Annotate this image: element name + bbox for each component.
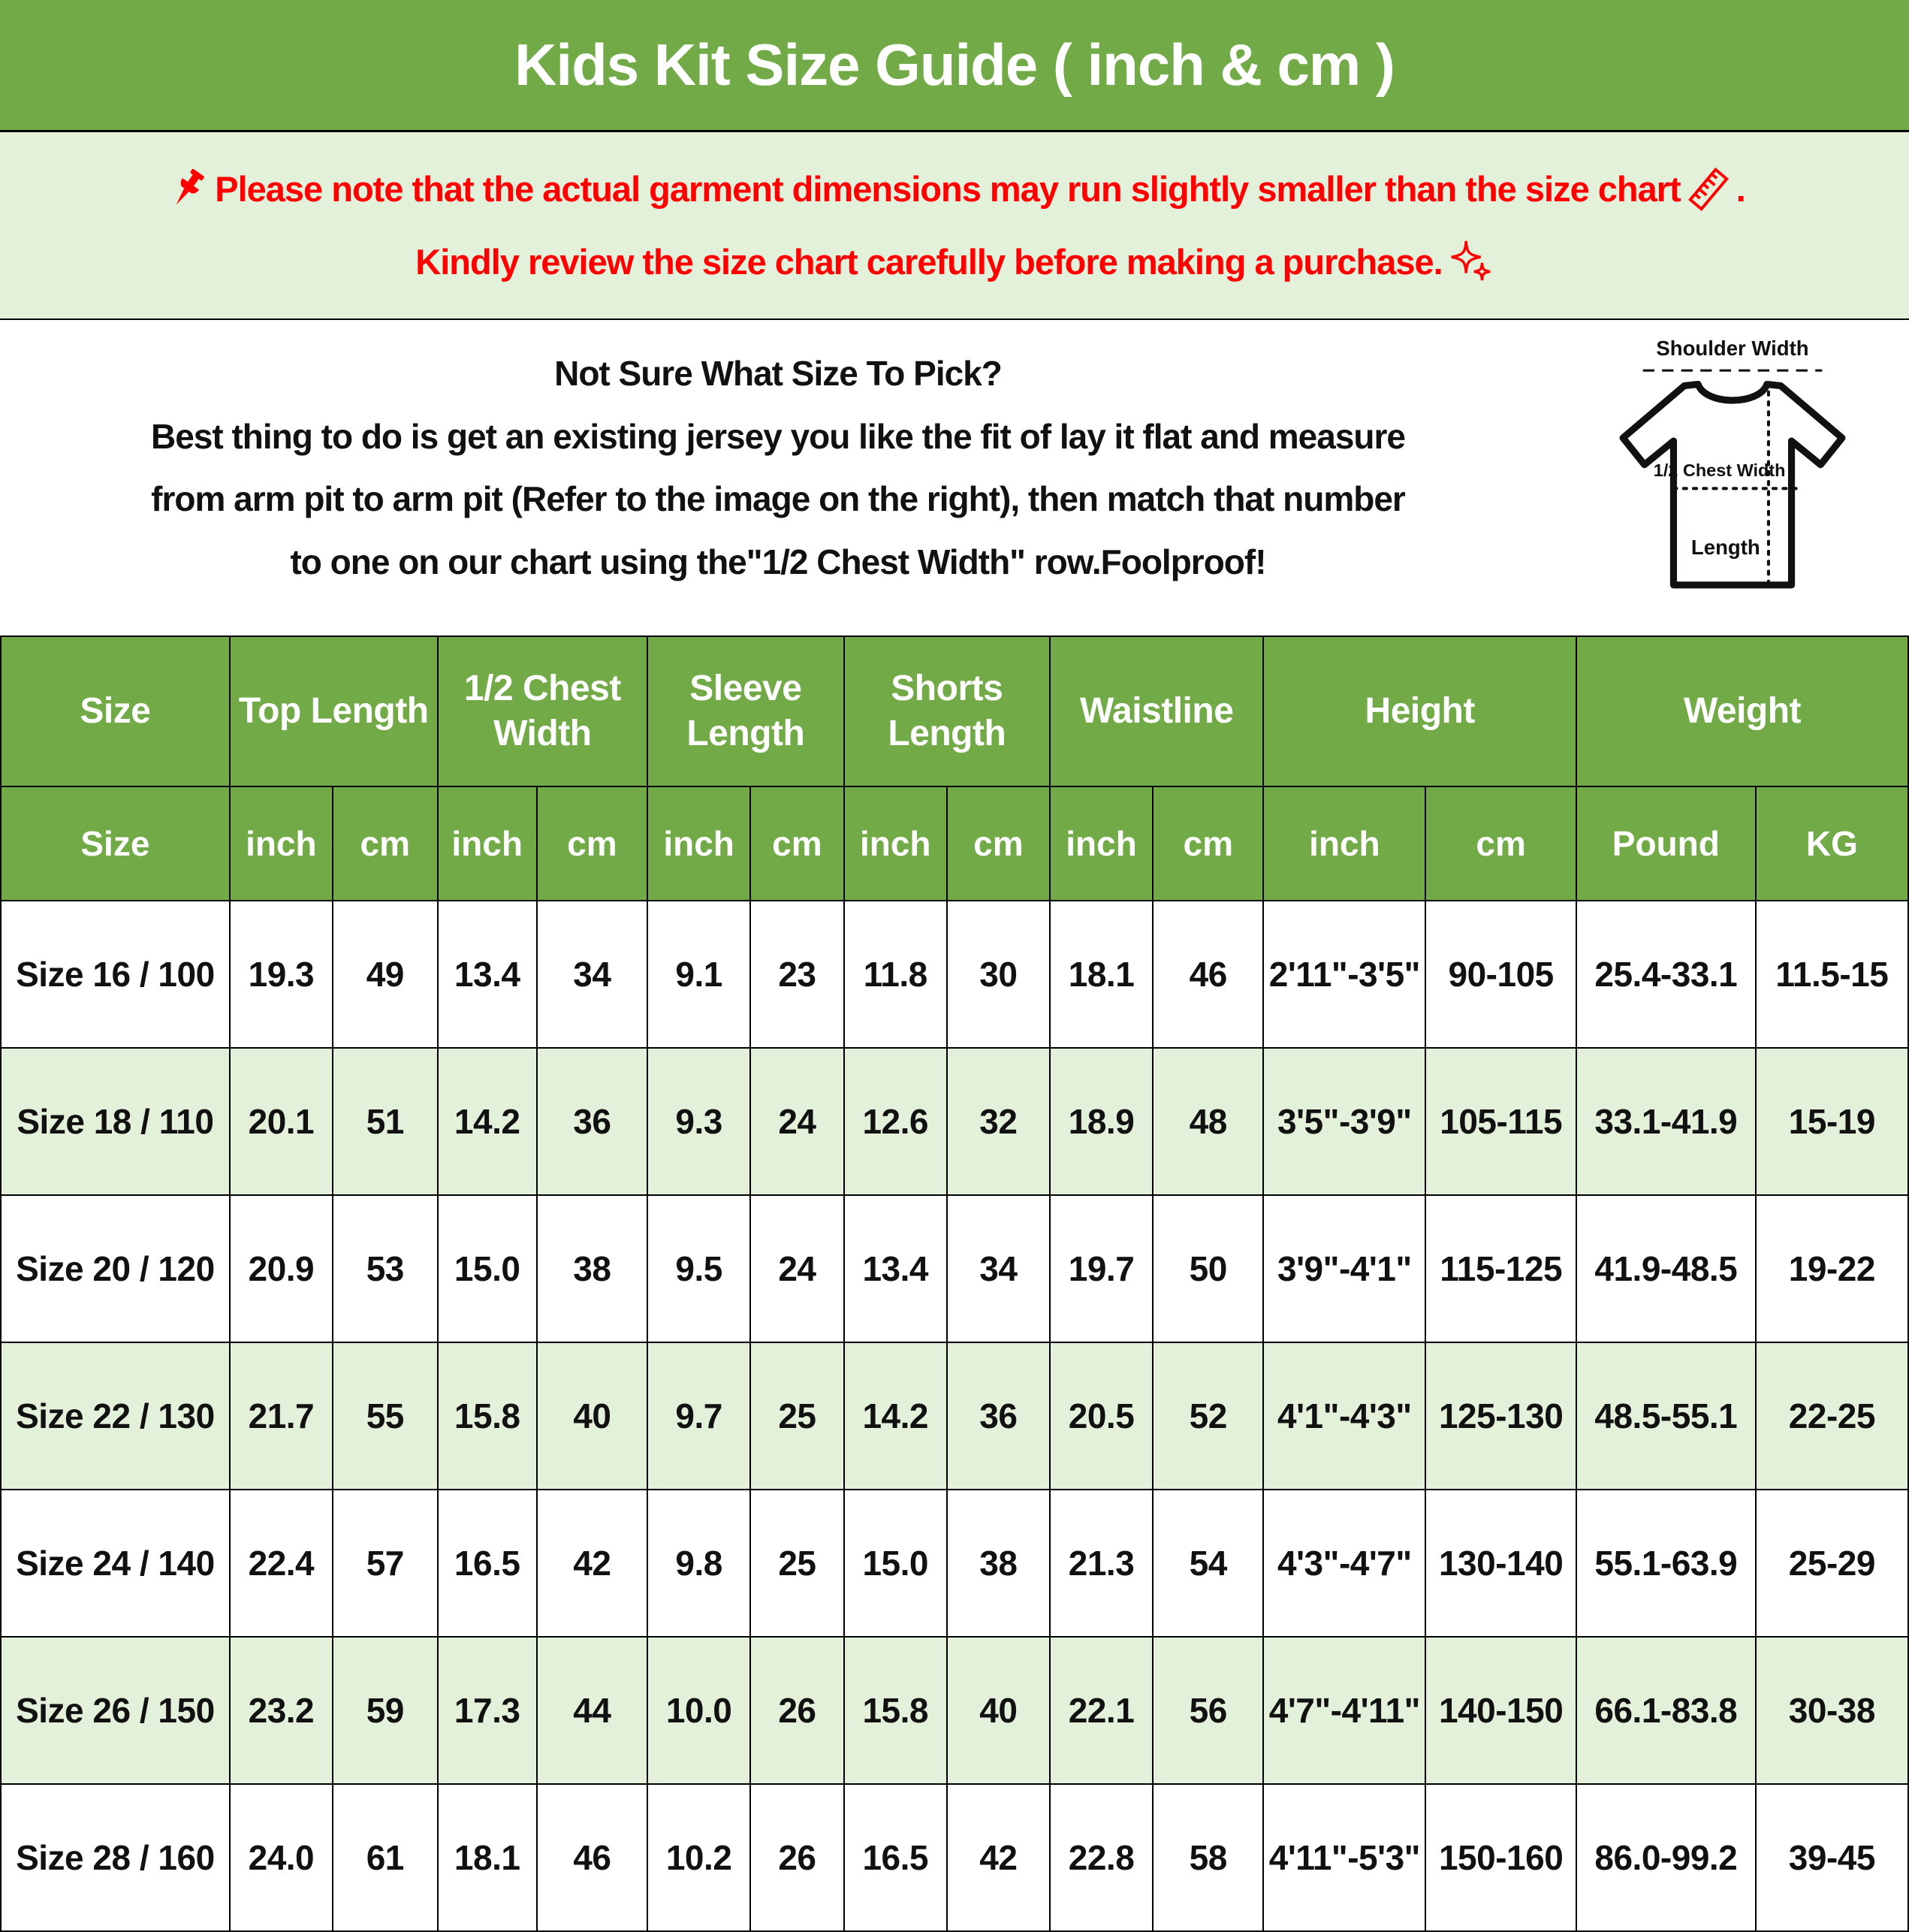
- table-row: [1, 1195, 1908, 1342]
- row-size-label: Size 20 / 120: [1, 1195, 230, 1342]
- page-title: Kids Kit Size Guide ( inch & cm ): [514, 32, 1395, 98]
- table-cell: 34: [947, 1195, 1050, 1342]
- table-cell: 26: [750, 1784, 843, 1931]
- table-cell: 52: [1153, 1342, 1263, 1490]
- chest-width-label: 1/2 Chest Width: [1653, 460, 1786, 480]
- table-row: [1, 1637, 1908, 1784]
- table-cell: 36: [537, 1048, 647, 1195]
- table-cell: 20.9: [230, 1195, 333, 1342]
- table-cell: 140-150: [1425, 1637, 1576, 1784]
- explainer-section: [0, 320, 1909, 635]
- unit-cell: cm: [947, 786, 1050, 901]
- table-cell: 9.3: [647, 1048, 750, 1195]
- table-cell: 21.3: [1050, 1490, 1153, 1637]
- table-cell: 25: [750, 1490, 843, 1637]
- row-size-label: Size 16 / 100: [1, 901, 230, 1048]
- header-height: Height: [1263, 636, 1576, 786]
- unit-cell: inch: [1050, 786, 1153, 901]
- notice-text-2: Kindly review the size chart carefully before making a purchase.: [415, 241, 1443, 282]
- explainer-line-2: from arm pit to arm pit (Refer to the image on the right), then match that number: [151, 479, 1405, 519]
- table-cell: 150-160: [1425, 1784, 1576, 1931]
- table-cell: 3'5"-3'9": [1263, 1048, 1425, 1195]
- table-cell: 9.7: [647, 1342, 750, 1490]
- table-cell: 48: [1153, 1048, 1263, 1195]
- ruler-icon: [1685, 166, 1732, 213]
- table-cell: 115-125: [1425, 1195, 1576, 1342]
- row-size-label: Size 26 / 150: [1, 1637, 230, 1784]
- table-cell: 14.2: [844, 1342, 947, 1490]
- table-cell: 19.3: [230, 901, 333, 1048]
- table-cell: 39-45: [1756, 1784, 1908, 1931]
- table-cell: 25.4-33.1: [1576, 901, 1756, 1048]
- table-cell: 55: [333, 1342, 438, 1490]
- table-cell: 48.5-55.1: [1576, 1342, 1756, 1490]
- explainer-line-1: Best thing to do is get an existing jersey you like the fit of lay it flat and measure: [150, 416, 1406, 456]
- table-cell: 42: [947, 1784, 1050, 1931]
- table-cell: 23: [750, 901, 843, 1048]
- table-cell: 51: [333, 1048, 438, 1195]
- table-cell: 33.1-41.9: [1576, 1048, 1756, 1195]
- table-row: [1, 1490, 1908, 1637]
- header-waistline: Waistline: [1050, 636, 1263, 786]
- table-cell: 16.5: [844, 1784, 947, 1931]
- table-cell: 59: [333, 1637, 438, 1784]
- table-cell: 25-29: [1756, 1490, 1908, 1637]
- row-size-label: Size 24 / 140: [1, 1490, 230, 1637]
- table-cell: 56: [1153, 1637, 1263, 1784]
- row-size-label: Size 18 / 110: [1, 1048, 230, 1195]
- table-cell: 16.5: [438, 1490, 537, 1637]
- table-cell: 4'11"-5'3": [1263, 1784, 1425, 1931]
- table-cell: 22.4: [230, 1490, 333, 1637]
- table-cell: 22-25: [1756, 1342, 1908, 1490]
- table-cell: 11.8: [844, 901, 947, 1048]
- unit-cell: inch: [647, 786, 750, 901]
- table-cell: 105-115: [1425, 1048, 1576, 1195]
- table-cell: 4'7"-4'11": [1263, 1637, 1425, 1784]
- table-cell: 40: [537, 1342, 647, 1490]
- table-cell: 46: [537, 1784, 647, 1931]
- table-cell: 46: [1153, 901, 1263, 1048]
- title-bar: [0, 0, 1909, 132]
- table-cell: 4'1"-4'3": [1263, 1342, 1425, 1490]
- table-header-group-row: [1, 636, 1908, 786]
- table-cell: 55.1-63.9: [1576, 1490, 1756, 1637]
- table-row: [1, 1342, 1908, 1490]
- table-cell: 9.8: [647, 1490, 750, 1637]
- table-row: [1, 901, 1908, 1048]
- table-cell: 54: [1153, 1490, 1263, 1637]
- table-cell: 18.1: [438, 1784, 537, 1931]
- table-cell: 41.9-48.5: [1576, 1195, 1756, 1342]
- header-top-length: Top Length: [230, 636, 438, 786]
- table-cell: 10.2: [647, 1784, 750, 1931]
- explainer-text: [0, 320, 1556, 594]
- table-cell: 13.4: [438, 901, 537, 1048]
- table-row: [1, 1048, 1908, 1195]
- explainer-heading: Not Sure What Size To Pick?: [554, 354, 1002, 393]
- notice-period: .: [1736, 169, 1745, 210]
- table-cell: 30-38: [1756, 1637, 1908, 1784]
- table-cell: 53: [333, 1195, 438, 1342]
- table-cell: 34: [537, 901, 647, 1048]
- table-cell: 125-130: [1425, 1342, 1576, 1490]
- table-cell: 15.0: [844, 1490, 947, 1637]
- length-label: Length: [1690, 536, 1760, 559]
- row-size-label: Size 22 / 130: [1, 1342, 230, 1490]
- unit-cell: cm: [750, 786, 843, 901]
- table-cell: 50: [1153, 1195, 1263, 1342]
- table-cell: 9.5: [647, 1195, 750, 1342]
- unit-cell: inch: [438, 786, 537, 901]
- table-cell: 86.0-99.2: [1576, 1784, 1756, 1931]
- table-cell: 42: [537, 1490, 647, 1637]
- shoulder-width-label: Shoulder Width: [1656, 336, 1809, 360]
- table-cell: 40: [947, 1637, 1050, 1784]
- table-cell: 3'9"-4'1": [1263, 1195, 1425, 1342]
- table-cell: 57: [333, 1490, 438, 1637]
- table-cell: 17.3: [438, 1637, 537, 1784]
- table-cell: 66.1-83.8: [1576, 1637, 1756, 1784]
- explainer-line-3: to one on our chart using the"1/2 Chest Width" row.Foolproof!: [290, 542, 1266, 582]
- table-cell: 90-105: [1425, 901, 1576, 1048]
- unit-kg: KG: [1756, 786, 1908, 901]
- table-cell: 2'11"-3'5": [1263, 901, 1425, 1048]
- table-cell: 9.1: [647, 901, 750, 1048]
- table-cell: 24.0: [230, 1784, 333, 1931]
- table-row: [1, 1784, 1908, 1931]
- table-cell: 18.9: [1050, 1048, 1153, 1195]
- table-cell: 23.2: [230, 1637, 333, 1784]
- table-cell: 15.8: [844, 1637, 947, 1784]
- header-half-chest-width: 1/2 Chest Width: [438, 636, 647, 786]
- table-cell: 20.5: [1050, 1342, 1153, 1490]
- table-cell: 11.5-15: [1756, 901, 1908, 1048]
- table-header-unit-row: [1, 786, 1908, 901]
- notice-line-2: [0, 238, 1909, 285]
- table-cell: 22.1: [1050, 1637, 1153, 1784]
- table-cell: 32: [947, 1048, 1050, 1195]
- table-cell: 18.1: [1050, 901, 1153, 1048]
- table-cell: 24: [750, 1048, 843, 1195]
- table-cell: 19.7: [1050, 1195, 1153, 1342]
- sparkles-icon: [1447, 238, 1494, 285]
- table-cell: 36: [947, 1342, 1050, 1490]
- table-cell: 130-140: [1425, 1490, 1576, 1637]
- table-cell: 10.0: [647, 1637, 750, 1784]
- header-shorts-length: Shorts Length: [844, 636, 1050, 786]
- unit-cell: inch: [230, 786, 333, 901]
- unit-size: Size: [1, 786, 230, 901]
- table-cell: 13.4: [844, 1195, 947, 1342]
- notice-text-1: Please note that the actual garment dimensions may run slightly smaller than the size chart: [215, 169, 1681, 210]
- table-cell: 26: [750, 1637, 843, 1784]
- table-cell: 24: [750, 1195, 843, 1342]
- table-cell: 58: [1153, 1784, 1263, 1931]
- table-cell: 44: [537, 1637, 647, 1784]
- tshirt-diagram: [1556, 320, 1909, 635]
- table-cell: 21.7: [230, 1342, 333, 1490]
- unit-pound: Pound: [1576, 786, 1756, 901]
- table-cell: 38: [537, 1195, 647, 1342]
- unit-cell: inch: [844, 786, 947, 901]
- size-table: [0, 635, 1909, 1932]
- table-cell: 12.6: [844, 1048, 947, 1195]
- table-cell: 49: [333, 901, 438, 1048]
- unit-cell: cm: [333, 786, 438, 901]
- table-cell: 61: [333, 1784, 438, 1931]
- notice-banner: [0, 132, 1909, 320]
- unit-cell: cm: [1153, 786, 1263, 901]
- header-weight: Weight: [1576, 636, 1908, 786]
- table-cell: 4'3"-4'7": [1263, 1490, 1425, 1637]
- unit-cell: cm: [537, 786, 647, 901]
- size-table-body: [1, 901, 1908, 1931]
- unit-cell: cm: [1425, 786, 1576, 901]
- table-cell: 38: [947, 1490, 1050, 1637]
- table-cell: 15.0: [438, 1195, 537, 1342]
- header-size: Size: [1, 636, 230, 786]
- table-cell: 22.8: [1050, 1784, 1153, 1931]
- table-cell: 15.8: [438, 1342, 537, 1490]
- table-cell: 19-22: [1756, 1195, 1908, 1342]
- table-cell: 25: [750, 1342, 843, 1490]
- pushpin-icon: [164, 166, 210, 213]
- header-sleeve-length: Sleeve Length: [647, 636, 844, 786]
- table-cell: 15-19: [1756, 1048, 1908, 1195]
- row-size-label: Size 28 / 160: [1, 1784, 230, 1931]
- notice-line-1: [0, 166, 1909, 213]
- unit-cell: inch: [1263, 786, 1425, 901]
- table-cell: 14.2: [438, 1048, 537, 1195]
- table-cell: 20.1: [230, 1048, 333, 1195]
- table-cell: 30: [947, 901, 1050, 1048]
